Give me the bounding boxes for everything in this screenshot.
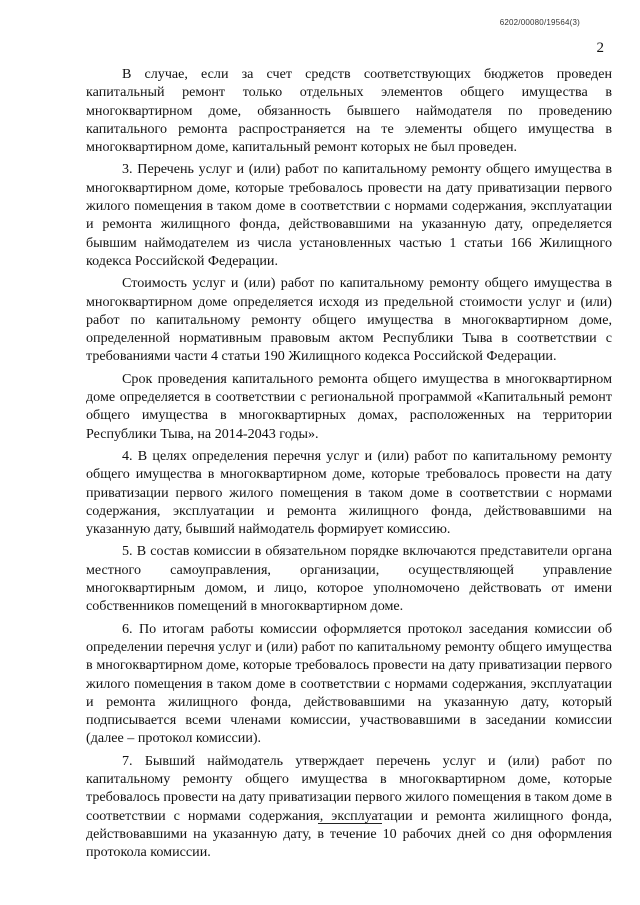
paragraph-item-4: 4. В целях определения перечня услуг и (или) работ по капитальному ремонту общего имущества в многоквартирном доме, которые требовалось провести на дату приватизации первого жилого помещения в таком доме в соответствии с нормами содержания, эксплуатации и ремонта жилищного фонда, действовавшими на указанную дату, бывший наймодатель формирует комиссию. (86, 447, 612, 538)
paragraph-timing: Срок проведения капитального ремонта общего имущества в многоквартирном доме определяется в соответствии с региональной программой «Капитальный ремонт общего имущества в многоквартирных домах, расположенных на территории Республики Тыва, на 2014-2043 годы». (86, 370, 612, 442)
paragraph-capital-repair-elements: В случае, если за счет средств соответствующих бюджетов проведен капитальный ремонт только отдельных элементов общего имущества в многоквартирном доме, обязанность бывшего наймодателя по проведению капитального ремонта распространяется на те элементы общего имущества в многоквартирном доме, капитальный ремонт которых не был проведен. (86, 66, 612, 156)
page-number: 2 (596, 40, 604, 56)
paragraph-item-6: 6. По итогам работы комиссии оформляется протокол заседания комиссии об определении перечня услуг и (или) работ по капитальному ремонту общего имущества в многоквартирном доме, которые требовалось провести на дату приватизации первого жилого помещения в таком доме в соответствии с нормами содержания, эксплуатации и ремонта жилищного фонда, действовавшими на указанную дату, который подписывается всеми членами комиссии, участвовавшими в заседании комиссии (далее – протокол комиссии). (86, 620, 612, 747)
paragraph-item-3: 3. Перечень услуг и (или) работ по капитальному ремонту общего имущества в многоквартирном доме, которые требовалось провести на дату приватизации первого жилого помещения в таком доме в соответствии с нормами содержания, эксплуатации и ремонта жилищного фонда, действовавшими на указанную дату, определяется бывшим наймодателем из числа установленных частью 1 статьи 166 Жилищного кодекса Российской Федерации. (86, 161, 612, 269)
paragraph-item-7: 7. Бывший наймодатель утверждает перечень услуг и (или) работ по капитальному ремонту общего имущества в многоквартирном доме, которые требовалось провести на дату приватизации первого жилого помещения в таком доме в соответствии с нормами содержания, эксплуатации и ремонта жилищного фонда, действовавшими на указанную дату, в течение 10 рабочих дней со дня оформления протокола комиссии. (86, 752, 612, 861)
paragraph-item-5: 5. В состав комиссии в обязательном порядке включаются представители органа местного самоуправления, организации, осуществляющей управление многоквартирным домом, и лицо, которое уполномочено действовать от имени собственников помещений в многоквартирном доме. (86, 543, 612, 615)
document-number: 6202/00080/19564(3) (499, 18, 580, 27)
end-divider (318, 823, 382, 824)
paragraph-cost: Стоимость услуг и (или) работ по капитальному ремонту общего имущества в многоквартирном доме определяется исходя из предельной стоимости услуг и (или) работ по капитальному ремонту общего имущества в многоквартирном доме, определенной нормативным правовым актом Республики Тыва в соответствии с требованиями части 4 статьи 190 Жилищного кодекса Российской Федерации. (86, 275, 612, 365)
document-body (86, 65, 612, 861)
